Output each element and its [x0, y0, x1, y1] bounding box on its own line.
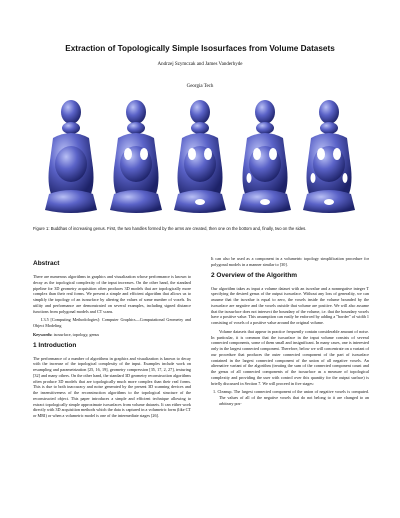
buddha-render-3: [172, 98, 228, 216]
buddha-render-2: [108, 98, 164, 216]
cr-categories: I.3.5 [Computing Methodologies]: Computer Graphics—Computational Geometry and Object Modeling: [33, 317, 191, 328]
buddha-render-4: [237, 98, 293, 216]
overview-heading: 2 Overview of the Algorithm: [211, 271, 298, 279]
paper-authors: Andrzej Szymczak and James Vanderhyde: [157, 62, 243, 67]
abstract-heading: Abstract: [33, 260, 60, 267]
left-column: [33, 256, 191, 422]
intro-text: The performance of a number of algorithms in graphics and visualization is known to decay with the increase of the topological complexity of the input. Examples include work on resampling and parametrization [25, 16, 19], geometry compression [35, 17, 2, 27], texturing [32] and many others. On the other hand, the standard 3D geometry reconstruction algorithms often produce 3D models that are topologically much more complex than their real forms. This is due to both inaccuracy and noise generated by the present 3D scanning devices and the insensitiveness of the reconstruction algorithms to the topological structure of the reconstructed object. This paper introduces a simple and efficient technique allowing to extract topologically simple approximate isosurfaces from volume datasets. It can either work directly with 3D acquisition methods which the data is captured in a volumetric form (like CT or MRI) or when a volumetric model is one of the intermediate stages [26].: [33, 355, 191, 418]
buddha-render-5: [301, 98, 357, 216]
abstract-text: There are numerous algorithms in graphics and visualization whose performance is known to decay as the topological complexity of the input increases. On the other hand, the standard pipeline for 3D geometry acquisition often produces 3D models that are topologically more complex than their real forms. We present a simple and efficient algorithm that allows us to simplify the topology of an isosurface by altering the values of some number of voxels. Its utility and performance are demonstrated on several examples, including signed distance functions from polygonal models and CT scans.: [33, 274, 191, 314]
right-column: [211, 256, 369, 410]
overview-paragraph-2: Volume datasets that appear in practice frequently contain considerable amount of noise. In particular, it is common that the isosurface in the input volume consists of several connected components, some of them small and insignificant. In many cases, one is interested only in the largest connected component. Therefore, below we will concentrate on a variant of our procedure that produces the outer connected component of the part of isosurface contained in the largest connected component of the union of all negative voxels. An alternative variant of the algorithm (treating the sum of the connected component count and the genus of all connected components of the isosurface as a measure of topological complexity and providing the user with control over this quantity for the output surface) is briefly discussed in Section 7. We will proceed in five stages:: [211, 328, 369, 386]
keywords: [33, 332, 191, 338]
paper-title: Extraction of Topologically Simple Isosurfaces from Volume Datasets: [65, 44, 335, 53]
keywords-label: Keywords:: [33, 331, 53, 337]
intro-heading: 1 Introduction: [33, 341, 77, 349]
list-item-cleanup: 1. Cleanup. The largest connected component of the union of negative voxels is computed. The values of all of the negative voxels that do not belong to it are changed to an arbitrary pos-: [213, 389, 369, 406]
figure-caption: Figure 1: Buddhas of increasing genus. First, the two handles formed by the arms are created, then one on the bottom and, finally, two on the sides.: [33, 226, 307, 231]
continued-text: It can also be used as a component in a volumetric topology simplification procedure for polygonal models in a manner similar to [30].: [211, 256, 369, 267]
overview-paragraph-1: Our algorithm takes as input a volume dataset with an isovalue and a nonnegative integer T specifying the desired genus of the output isosurface. Without any loss of generality, we can assume that the isovalue is equal to zero, the voxels inside the volume bounded by the isosurface are negative and the voxels outside that volume are positive. We will also assume that the isosurface does not intersect the boundary of the volume, i.e. that the boundary voxels have a positive value. This assumption can easily be enforced by adding a "border" of width 1 consisting of voxels of a positive value around the original volume.: [211, 285, 369, 325]
paper-affiliation: Georgia Tech: [186, 84, 214, 89]
keywords-text: isosurface, topology, genus: [53, 331, 100, 337]
figure-buddhas: [43, 98, 357, 216]
buddha-render-1: [43, 98, 99, 216]
